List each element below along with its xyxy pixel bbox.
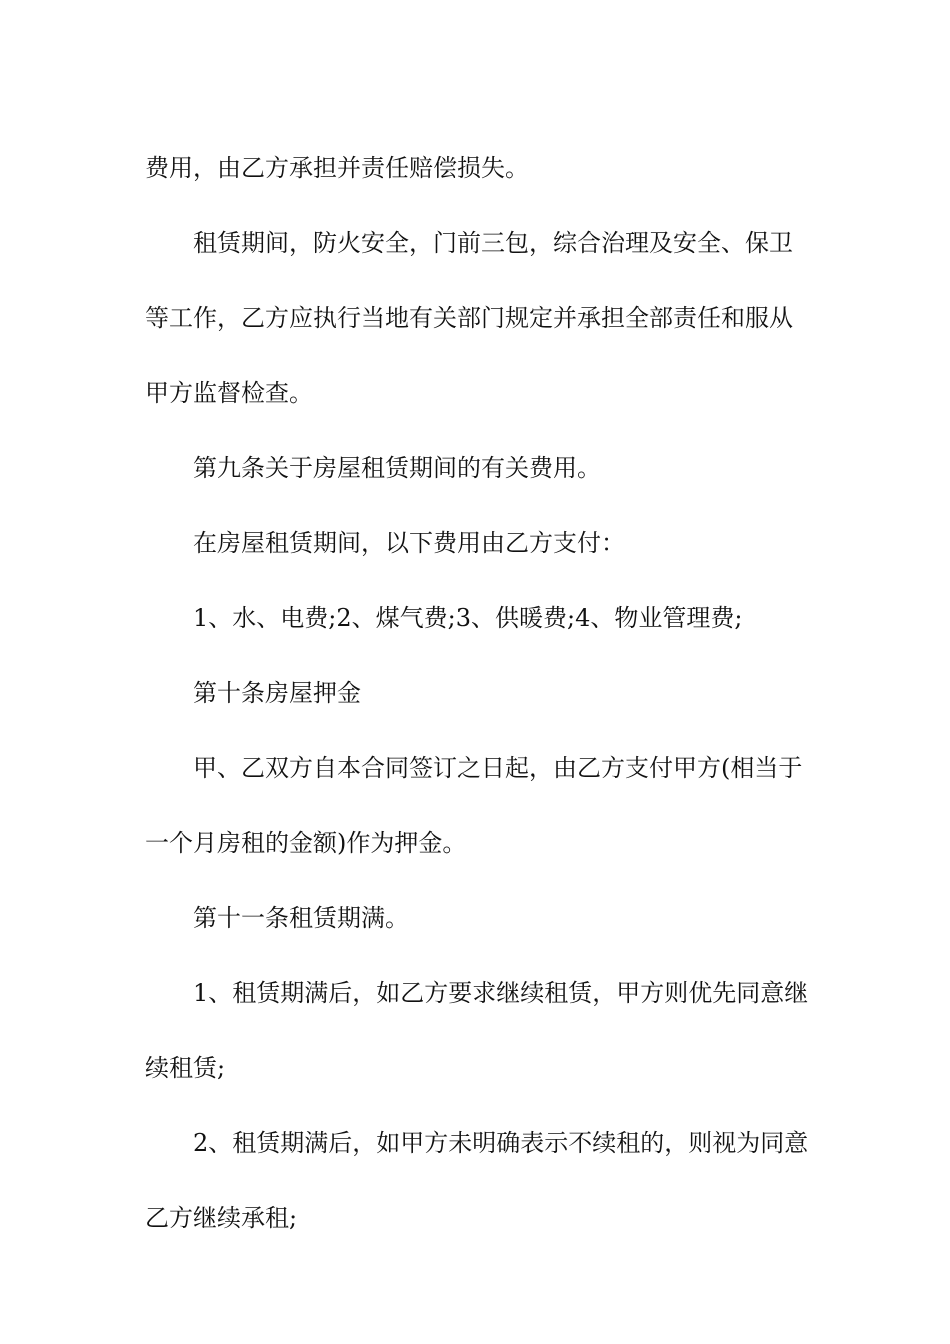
paragraph-safety-duties: 租赁期间，防火安全，门前三包，综合治理及安全、保卫等工作，乙方应执行当地有关部门规定并承担全部责任和服从甲方监督检查。 xyxy=(145,229,793,407)
paragraph-renewal-priority: 1、租赁期满后，如乙方要求继续租赁，甲方则优先同意继续租赁; xyxy=(145,979,809,1082)
paragraph-implied-renewal: 2、租赁期满后，如甲方未明确表示不续租的，则视为同意乙方继续承租; xyxy=(145,1129,809,1232)
article-10-heading: 第十条房屋押金 xyxy=(193,679,361,707)
paragraph-tenant-pays: 在房屋租赁期间，以下费用由乙方支付： xyxy=(193,529,625,557)
document-body xyxy=(145,131,810,1256)
paragraph-fee-list: 1、水、电费;2、煤气费;3、供暖费;4、物业管理费; xyxy=(193,604,743,632)
article-9-heading: 第九条关于房屋租赁期间的有关费用。 xyxy=(193,454,601,482)
paragraph-deposit: 甲、乙双方自本合同签订之日起，由乙方支付甲方(相当于一个月房租的金额)作为押金。 xyxy=(145,754,803,857)
paragraph-expense-liability: 费用，由乙方承担并责任赔偿损失。 xyxy=(145,154,529,182)
article-11-heading: 第十一条租赁期满。 xyxy=(193,904,409,932)
